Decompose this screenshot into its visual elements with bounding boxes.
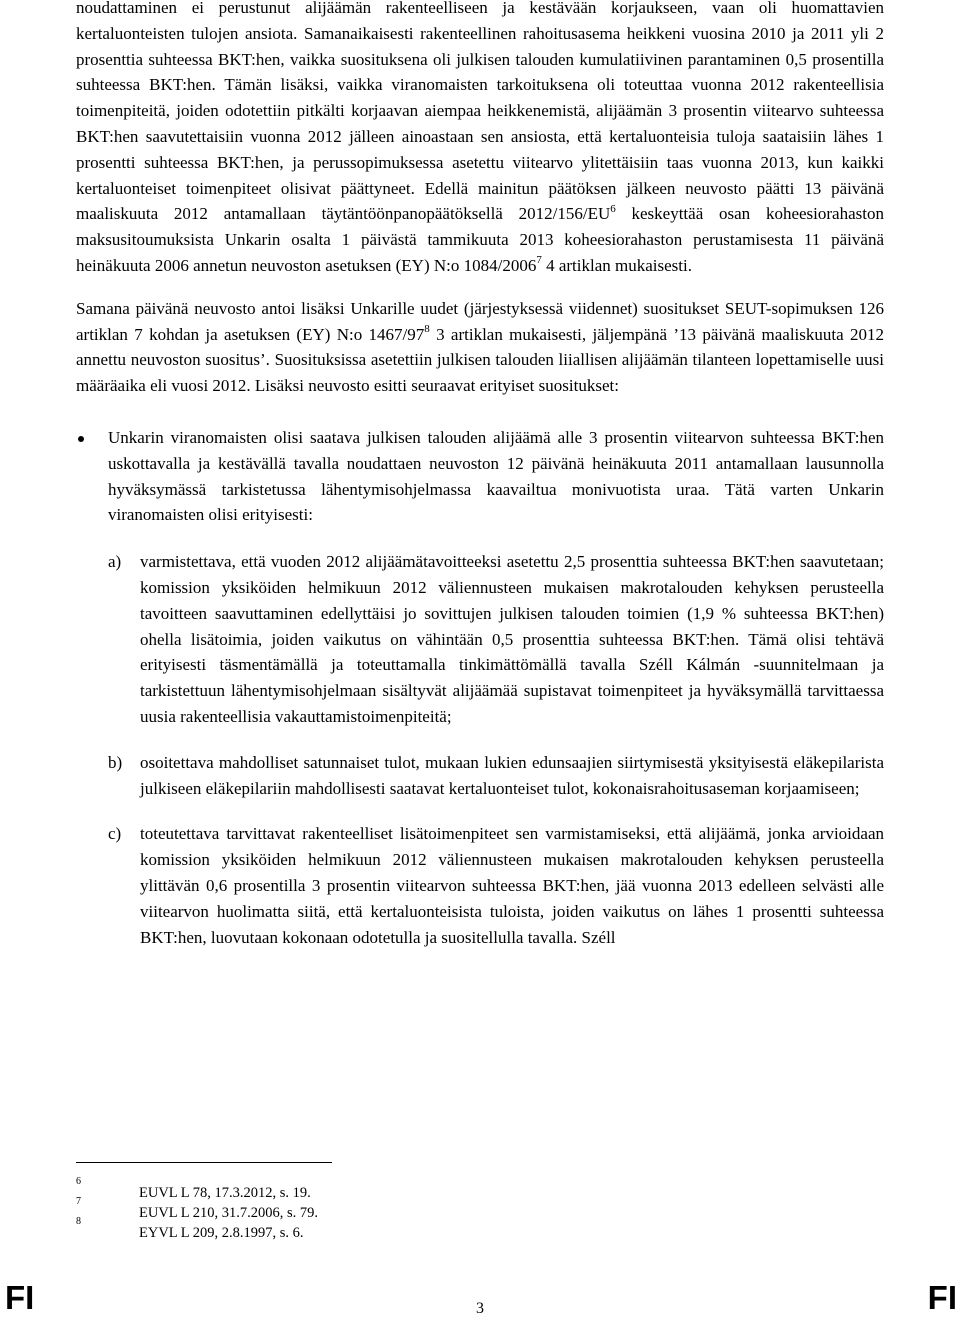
sub-item-label: c) [108, 824, 122, 844]
footnote-number: 7 [76, 1196, 81, 1207]
footnote-text: EUVL L 210, 31.7.2006, s. 79. [139, 1205, 318, 1221]
bullet-text: Unkarin viranomaisten olisi saatava julkisen talouden alijäämä alle 3 prosentin viitearvon suhteessa BKT:hen uskottavalla ja kestävällä tavalla noudattaen neuvoston 12 päivänä heinäkuuta 2011 antamallaan lausunnolla hyväksymässä tarkistetussa lähentymisohjelmassa kaavailtua monivuotista uraa. Tätä varten Unkarin viranomaisten olisi erityisesti: [108, 427, 884, 525]
language-code-left: FI [5, 1279, 35, 1316]
footnote-ref-6[interactable]: 6 [610, 202, 616, 215]
footnote-text: EYVL L 209, 2.8.1997, s. 6. [139, 1225, 304, 1241]
bullet-item [76, 425, 884, 528]
sub-item-label: a) [108, 552, 122, 572]
page-number: 3 [476, 1300, 484, 1317]
sub-item-label: b) [108, 752, 123, 772]
footnote-divider [76, 1162, 332, 1163]
footnote-ref-8[interactable]: 8 [424, 322, 430, 335]
paragraph-2-text-b: 3 artiklan mukaisesti, jäljempänä ’13 päivänä maaliskuuta 2012 annettu neuvoston suositus’. Suosituksissa asetettiin julkisen talouden liiallisen alijäämän tilanteen lopettamiselle uusi määräaika eli vuosi 2012. Lisäksi neuvosto esitti seuraavat erityiset suositukset: [76, 324, 884, 396]
paragraph-1 [76, 0, 884, 279]
footnote-text: EUVL L 78, 17.3.2012, s. 19. [139, 1185, 311, 1201]
paragraph-1-text-c: 4 artiklan mukaisesti. [541, 255, 692, 275]
paragraph-2-text-a: Samana päivänä neuvosto antoi lisäksi Unkarille uudet (järjestyksessä viidennet) suositukset SEUT-sopimuksen 126 artiklan 7 kohdan ja asetuksen (EY) N:o 1467/97 [76, 298, 884, 344]
footnote-number: 8 [76, 1216, 81, 1227]
language-code-right: FI [927, 1279, 957, 1316]
sub-item-b [76, 750, 884, 802]
sub-item-text: toteutettava tarvittavat rakenteelliset lisätoimenpiteet sen varmistamiseksi, että alijäämä, jonka arvioidaan komission yksiköiden helmikuun 2012 väliennusteen mukaisen makrotalouden kehyksen perusteella ylittävän 0,6 prosentilla 3 prosentin viitearvon suhteessa BKT:hen, jää vuonna 2013 edelleen selvästi alle viitearvon huolimatta siitä, että kertaluonteisista tuloista, joiden vaikutus on lähes 1 prosentti suhteessa BKT:hen, luovutaan kokonaan odotetulla ja suositellulla tavalla. Széll [140, 824, 884, 947]
document-body [76, 0, 884, 950]
sub-item-text: osoitettava mahdolliset satunnaiset tulot, mukaan lukien edunsaajien siirtymisestä yksityisestä eläkepilarista julkiseen eläkepilariin mahdollisesti saatavat kertaluonteiset tulot, kokonaisrahoitusaseman korjaamiseen; [140, 752, 884, 798]
footnote-ref-7[interactable]: 7 [536, 254, 542, 267]
bullet-dot-icon [78, 436, 84, 442]
paragraph-1-text-a: noudattaminen ei perustunut alijäämän rakenteelliseen ja kestävään korjaukseen, vaan oli huomattavien kertaluonteisten tulojen ansiota. Samanaikaisesti rakenteellinen rahoitusasema heikkeni vuosina 2010 ja 2011 yli 2 prosenttia suhteessa BKT:hen, vaikka suosituksena oli julkisen talouden kumulatiivinen parantaminen 0,5 prosentilla suhteessa BKT:hen. Tämän lisäksi, vaikka viranomaisten tarkoituksena oli toteuttaa vuonna 2012 rakenteellisia toimenpiteitä, joiden odotettiin pitkälti korjaavan aiempaa heikkenemistä, alijäämän 3 prosentin viitearvo suhteessa BKT:hen saavutettaisiin vuonna 2012 jälleen ainoastaan sen ansiosta, että kertaluonteisia tuloja saataisiin lähes 1 prosentti suhteessa BKT:hen, ja perussopimuksessa asetettu viitearvo ylitettäisiin taas vuonna 2013, kun kaikki kertaluonteiset toimenpiteet olisivat päättyneet. Edellä mainitun päätöksen jälkeen neuvosto päätti 13 päivänä maaliskuuta 2012 antamallaan täytäntöönpanopäätöksellä 2012/156/EU [76, 0, 884, 224]
sub-item-a [76, 549, 884, 730]
paragraph-1-text-b: keskeyttää osan koheesiorahaston maksusitoumuksista Unkarin osalta 1 päivästä tammikuuta 2013 koheesiorahaston perustamisesta 11 päivänä heinäkuuta 2006 annetun neuvoston asetuksen (EY) N:o 1084/2006 [76, 204, 884, 275]
footnote-number: 6 [76, 1176, 81, 1187]
paragraph-2 [76, 296, 884, 399]
sub-item-text: varmistettava, että vuoden 2012 alijäämätavoitteeksi asetettu 2,5 prosenttia suhteessa BKT:hen saavutetaan; komission yksiköiden helmikuun 2012 väliennusteen mukaisen makrotalouden kehyksen perusteella tavoitteen saavuttaminen edellyttäisi jo sovittujen julkisen talouden toimien (1,9 % suhteessa BKT:hen) ohella lisätoimia, joiden vaikutus on vähintään 0,5 prosenttia suhteessa BKT:hen. Tämä olisi tehtävä erityisesti täsmentämällä ja toteuttamalla tinkimättömällä tavalla Széll Kálmán -suunnitelmaan ja tarkistettuun lähentymisohjelmaan sisältyvät alijäämää supistavat toimenpiteet ja hyväksymällä tarvittaessa uusia rakenteellisia vakauttamistoimenpiteitä; [140, 552, 884, 726]
sub-item-c [76, 821, 884, 950]
